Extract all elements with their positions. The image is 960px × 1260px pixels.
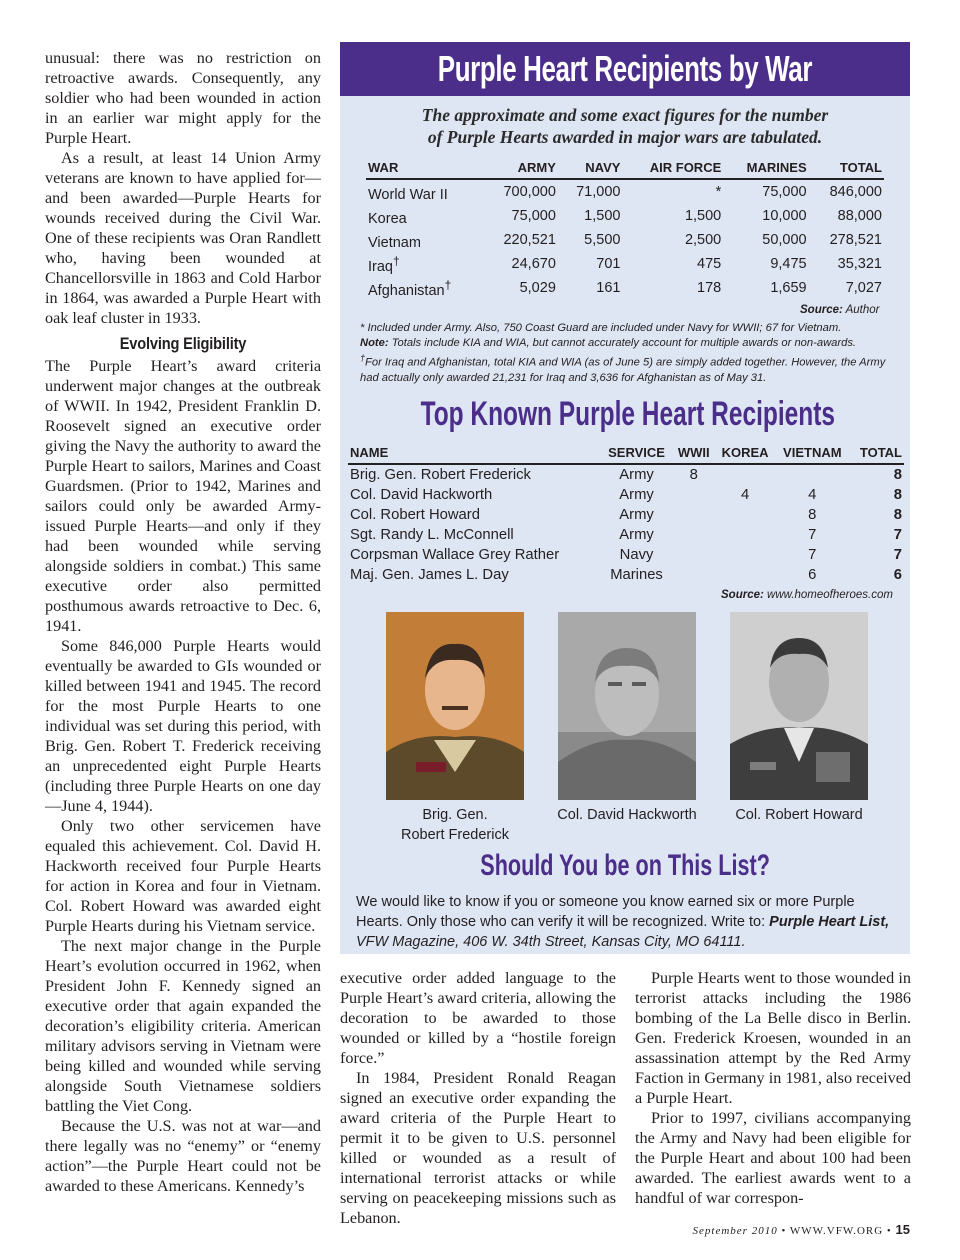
- table-row: [348, 565, 904, 585]
- air-force-cell: *: [715, 184, 722, 200]
- photo-caption: [542, 805, 712, 825]
- dagger-mark: †: [444, 277, 452, 292]
- war-label: Afghanistan: [368, 282, 445, 299]
- korea-cell: [715, 565, 775, 585]
- caption-line: Col. David Hackworth: [557, 807, 697, 823]
- marines-cell: 9,475: [770, 256, 807, 272]
- dagger-mark: †: [360, 353, 366, 363]
- table-row: [348, 545, 904, 565]
- body-paragraph: Purple Hearts went to those wounded in terrorist attacks including the 1986 bombing of the La Belle disco in Berlin. Gen. Frederick Kroesen, wounded in an assassination attempt by the Red Army Faction in Germany in 1981, also received a Purple Heart.: [635, 969, 911, 1107]
- table-row: [348, 505, 904, 525]
- footer-separator: •: [781, 1225, 790, 1237]
- recipient-name: Col. David Hackworth: [350, 487, 493, 503]
- intro-line: of Purple Hearts awarded in major wars are tabulated.: [427, 127, 823, 147]
- page-number: 15: [895, 1222, 910, 1237]
- column-header: NAME: [348, 445, 601, 464]
- vietnam-cell: 7: [808, 527, 817, 543]
- wwii-cell: [673, 505, 715, 525]
- note-text: For Iraq and Afghanistan, total KIA and WIA (as of June 5) are simply added together. However, the Army had actually only awarded 21,231 for Iraq and 3,636 for Afghanistan as of May 31.: [360, 356, 886, 384]
- marines-cell: 10,000: [762, 208, 807, 224]
- top-table-source: [721, 589, 893, 601]
- source-label: Source:: [800, 304, 843, 316]
- body-paragraph: executive order added language to the Purple Heart’s award criteria, allowing the decoration to be awarded to those wounded or killed by a “hostile foreign force.”: [340, 969, 616, 1067]
- korea-cell: [715, 525, 775, 545]
- war-name: [366, 276, 483, 300]
- body-paragraph: Some 846,000 Purple Hearts would eventually be awarded to GIs wounded or killed between 1941 and 1945. The record for the most Purple Hearts to one individual was set during this period, with Brig. Gen. Robert T. Frederick receiving an unprecedented eight Purple Hearts (including three Purple Hearts on one day—June 4, 1944).: [45, 637, 321, 815]
- marines-cell: 50,000: [762, 232, 807, 248]
- war-label: World War II: [368, 186, 448, 203]
- dagger-mark: †: [393, 253, 400, 268]
- column-header: VIETNAM: [775, 445, 849, 464]
- body-paragraph: As a result, at least 14 Union Army veterans are known to have applied for—and been awarded—Purple Hearts for wounds received during the Civil War. One of these recipients was Oran Randlett who, having been wounded at Chancellorsville in 1863 and Cold Harbor in 1864, was awarded a Purple Heart with oak leaf cluster in 1933.: [45, 149, 321, 327]
- war-table: [366, 160, 884, 300]
- war-label: Vietnam: [368, 234, 421, 251]
- column-header: NAVY: [558, 160, 623, 179]
- note-line: [360, 336, 900, 351]
- table-row: [366, 228, 884, 252]
- caption-line: Brig. Gen.: [422, 807, 488, 823]
- column-header: SERVICE: [601, 445, 673, 464]
- note-line: * Included under Army. Also, 750 Coast Guard are included under Navy for WWII; 67 for Vietnam.: [360, 322, 842, 334]
- wwii-cell: [673, 485, 715, 505]
- source-value: www.homeofheroes.com: [767, 589, 893, 601]
- sidebar-intro: [340, 104, 910, 148]
- portrait-photo-howard: [730, 612, 868, 800]
- service-cell: Army: [619, 467, 654, 483]
- total-cell: 278,521: [829, 232, 882, 248]
- navy-cell: 161: [596, 280, 621, 296]
- table-row: [366, 179, 884, 204]
- marines-cell: 1,659: [770, 280, 807, 296]
- column-header: TOTAL: [849, 445, 904, 464]
- table-row: [348, 525, 904, 545]
- navy-cell: 71,000: [576, 184, 621, 200]
- vietnam-cell: 6: [808, 567, 817, 583]
- navy-cell: 5,500: [584, 232, 621, 248]
- air-force-cell: 178: [697, 280, 722, 296]
- war-name: [366, 179, 483, 204]
- body-paragraph: Prior to 1997, civilians accompanying the Army and Navy had been eligible for the Purple Heart and about 100 had been awarded. The earliest awards went to a handful of war correspon-: [635, 1109, 911, 1207]
- column-header: WWII: [673, 445, 715, 464]
- navy-cell: 701: [596, 256, 621, 272]
- army-cell: 5,029: [519, 280, 556, 296]
- body-paragraph: In 1984, President Ronald Reagan signed an executive order expanding the award criteria of the Purple Heart to permit it to be given to U.S. personnel killed or wounded as a result of international terrorist attacks or while serving on peacekeeping missions such as Lebanon.: [340, 1069, 616, 1227]
- korea-cell: [715, 464, 775, 485]
- war-name: [366, 252, 483, 276]
- total-cell: 8: [893, 467, 902, 483]
- note-text: Totals include KIA and WIA, but cannot accurately account for multiple awards or non-awards.: [391, 337, 857, 349]
- caption-line: Col. Robert Howard: [735, 807, 863, 823]
- body-paragraph: The Purple Heart’s award criteria underwent major changes at the outbreak of WWII. In 1942, President Franklin D. Roosevelt signed an executive order giving the Navy the authority to award the Purple Heart to sailors, Marines and Coast Guardsmen. (Prior to 1942, Marines and sailors could only be awarded Army-issued Purple Hearts—and only if they had been wounded while serving alongside soldiers in combat.) This same executive order also permitted posthumous awards retroactive to Dec. 6, 1941.: [45, 357, 321, 635]
- total-cell: 35,321: [837, 256, 882, 272]
- korea-cell: 4: [740, 487, 750, 503]
- table-notes: [360, 321, 900, 386]
- vietnam-cell: 4: [808, 487, 817, 503]
- korea-cell: [715, 545, 775, 565]
- top-title: Top Known Purple Heart Recipients: [420, 395, 835, 433]
- ask-body: We would like to know if you or someone you know earned six or more Purple Hearts. Only those who can verify it will be recognized. Write to:: [356, 894, 855, 930]
- total-cell: 8: [893, 507, 902, 523]
- service-cell: Navy: [619, 547, 654, 563]
- recipient-name: Sgt. Randy L. McConnell: [350, 527, 514, 543]
- war-table-source: [800, 304, 880, 316]
- banner-title: Purple Heart Recipients by War: [437, 48, 813, 89]
- service-cell: Army: [619, 487, 654, 503]
- air-force-cell: 1,500: [684, 208, 722, 224]
- source-label: Source:: [721, 589, 764, 601]
- vietnam-cell: 8: [808, 507, 817, 523]
- air-force-cell: 475: [697, 256, 722, 272]
- table-row: [348, 464, 904, 485]
- wwii-cell: 8: [689, 467, 698, 483]
- column-header: MARINES: [723, 160, 808, 179]
- note-label: Note:: [360, 337, 389, 349]
- photo-caption: [714, 805, 884, 825]
- photo-caption: [370, 805, 540, 845]
- body-paragraph: unusual: there was no restriction on retroactive awards. Consequently, any soldier who had been wounded in action in an earlier war might apply for the Purple Heart.: [45, 49, 321, 147]
- portrait-photo-hackworth: [558, 612, 696, 800]
- marines-cell: 75,000: [762, 184, 807, 200]
- column-header: KOREA: [715, 445, 775, 464]
- column-header: ARMY: [483, 160, 558, 179]
- table-row: [348, 485, 904, 505]
- air-force-cell: 2,500: [684, 232, 722, 248]
- service-cell: Marines: [610, 567, 663, 583]
- total-cell: 7: [893, 547, 902, 563]
- recipient-name: Brig. Gen. Robert Frederick: [350, 467, 531, 483]
- column-header: WAR: [366, 160, 483, 179]
- army-cell: 24,670: [511, 256, 556, 272]
- service-cell: Army: [619, 527, 654, 543]
- footer-site: WWW.VFW.ORG: [789, 1225, 884, 1237]
- footer-separator: •: [886, 1225, 896, 1237]
- war-label: Iraq: [368, 258, 393, 275]
- page-footer: [0, 1222, 910, 1237]
- army-cell: 700,000: [503, 184, 556, 200]
- note-line: [360, 351, 900, 386]
- ask-address: VFW Magazine, 406 W. 34th Street, Kansas City, MO 64111.: [356, 934, 746, 950]
- right-column: [635, 968, 911, 1208]
- ask-text: [356, 892, 896, 952]
- vietnam-cell: [775, 464, 849, 485]
- ask-heading: [340, 846, 910, 886]
- recipient-name: Corpsman Wallace Grey Rather: [350, 547, 560, 563]
- vietnam-cell: 7: [808, 547, 817, 563]
- table-row: [366, 276, 884, 300]
- table-row: [366, 252, 884, 276]
- portrait-photo-frederick: [386, 612, 524, 800]
- war-label: Korea: [368, 210, 407, 227]
- column-header: TOTAL: [809, 160, 884, 179]
- body-paragraph: The next major change in the Purple Heart’s evolution occurred in 1962, when President John F. Kennedy signed an executive order that again expanded the decoration’s eligibility criteria. American military advisors serving in Vietnam were being killed and wounded while serving alongside South Vietnamese soldiers battling the Viet Cong.: [45, 937, 321, 1115]
- left-column: [45, 48, 321, 1196]
- navy-cell: 1,500: [584, 208, 621, 224]
- army-cell: 75,000: [511, 208, 556, 224]
- column-header: AIR FORCE: [622, 160, 723, 179]
- section-heading: Evolving Eligibility: [119, 334, 247, 353]
- war-name: [366, 228, 483, 252]
- wwii-cell: [673, 565, 715, 585]
- service-cell: Army: [619, 507, 654, 523]
- table-header-row: [366, 160, 884, 179]
- middle-column: [340, 968, 616, 1228]
- recipient-name: Col. Robert Howard: [350, 507, 480, 523]
- total-cell: 8: [893, 487, 902, 503]
- total-cell: 7,027: [845, 280, 882, 296]
- army-cell: 220,521: [503, 232, 556, 248]
- ask-title: Should You be on This List?: [480, 849, 770, 882]
- source-value: Author: [845, 304, 880, 316]
- intro-line: The approximate and some exact figures for the number: [421, 105, 829, 125]
- recipient-name: Maj. Gen. James L. Day: [350, 567, 509, 583]
- ask-bold: Purple Heart List,: [769, 914, 890, 930]
- body-paragraph: Only two other servicemen have equaled this achievement. Col. David H. Hackworth received four Purple Hearts for action in Korea and four in Vietnam. Col. Robert Howard was awarded eight Purple Hearts during his Vietnam service.: [45, 817, 321, 935]
- wwii-cell: [673, 525, 715, 545]
- total-cell: 88,000: [837, 208, 882, 224]
- footer-date: September 2010: [692, 1225, 778, 1237]
- table-header-row: [348, 445, 904, 464]
- total-cell: 7: [893, 527, 902, 543]
- top-recipients-heading: [340, 392, 910, 436]
- total-cell: 6: [893, 567, 902, 583]
- sidebar-box: [340, 42, 910, 954]
- top-recipients-table: [348, 445, 904, 585]
- wwii-cell: [673, 545, 715, 565]
- total-cell: 846,000: [829, 184, 882, 200]
- korea-cell: [715, 505, 775, 525]
- war-name: [366, 204, 483, 228]
- sidebar-banner: [340, 42, 910, 96]
- caption-line: Robert Frederick: [401, 827, 509, 843]
- body-paragraph: Because the U.S. was not at war—and there legally was no “enemy” or “enemy action”—the Purple Heart could not be awarded to these Americans. Kennedy’s: [45, 1117, 321, 1195]
- table-row: [366, 204, 884, 228]
